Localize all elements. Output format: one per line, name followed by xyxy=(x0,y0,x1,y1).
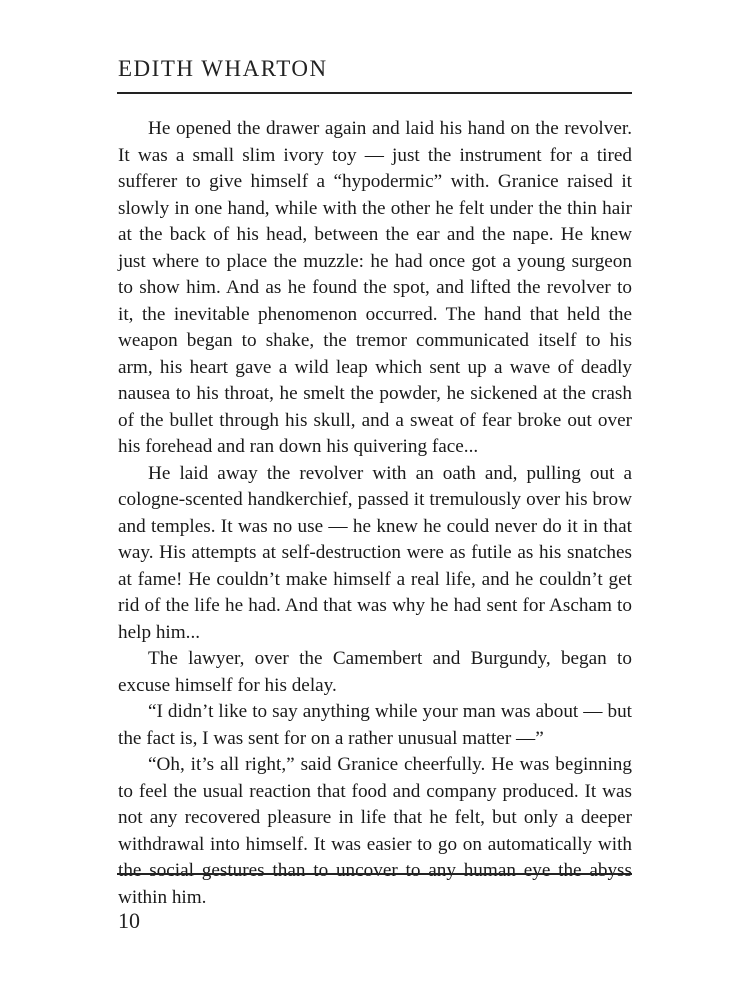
body-text xyxy=(118,116,632,911)
paragraph: He laid away the revolver with an oath and, pulling out a cologne-scented handkerchief, passed it tremulously over his brow and temples. It was no use — he knew he could never do it in that way. His attempts at self-destruction were as futile as his snatches at fame! He couldn’t make himself a real life, and he couldn’t get rid of the life he had. And that was why he had sent for Ascham to help him... xyxy=(118,462,632,643)
footer-rule xyxy=(117,873,632,875)
header-rule xyxy=(117,92,632,94)
paragraph: “I didn’t like to say anything while your man was about — but the fact is, I was sent for on a rather unusual matter —” xyxy=(118,701,632,749)
paragraph: He opened the drawer again and laid his hand on the revolver. It was a small slim ivory toy — just the instrument for a tired sufferer to give himself a “hypodermic” with. Granice raised it slowly in one hand, while with the other he felt under the thin hair at the back of his head, between the ear and the nape. He knew just where to place the muzzle: he had once got a young surgeon to show him. And as he found the spot, and lifted the revolver to it, the inevitable phenomenon occurred. The hand that held the weapon began to shake, the tremor communicated itself to his arm, his heart gave a wild leap which sent up a wave of deadly nausea to his throat, he smelt the powder, he sickened at the crash of the bullet through his skull, and a sweat of fear broke out over his forehead and ran down his quivering face... xyxy=(118,118,632,457)
paragraph: The lawyer, over the Camembert and Burgundy, began to excuse himself for his delay. xyxy=(118,648,632,696)
page-number: 10 xyxy=(118,908,140,933)
paragraph: “Oh, it’s all right,” said Granice cheerfully. He was beginning to feel the usual reaction that food and company produced. It was not any recovered pleasure in life that he felt, but only a deeper withdrawal into himself. It was easier to go on automatically with the social gestures than to uncover to any human eye the abyss within him. xyxy=(118,754,632,908)
running-head: EDITH WHARTON xyxy=(118,56,328,81)
